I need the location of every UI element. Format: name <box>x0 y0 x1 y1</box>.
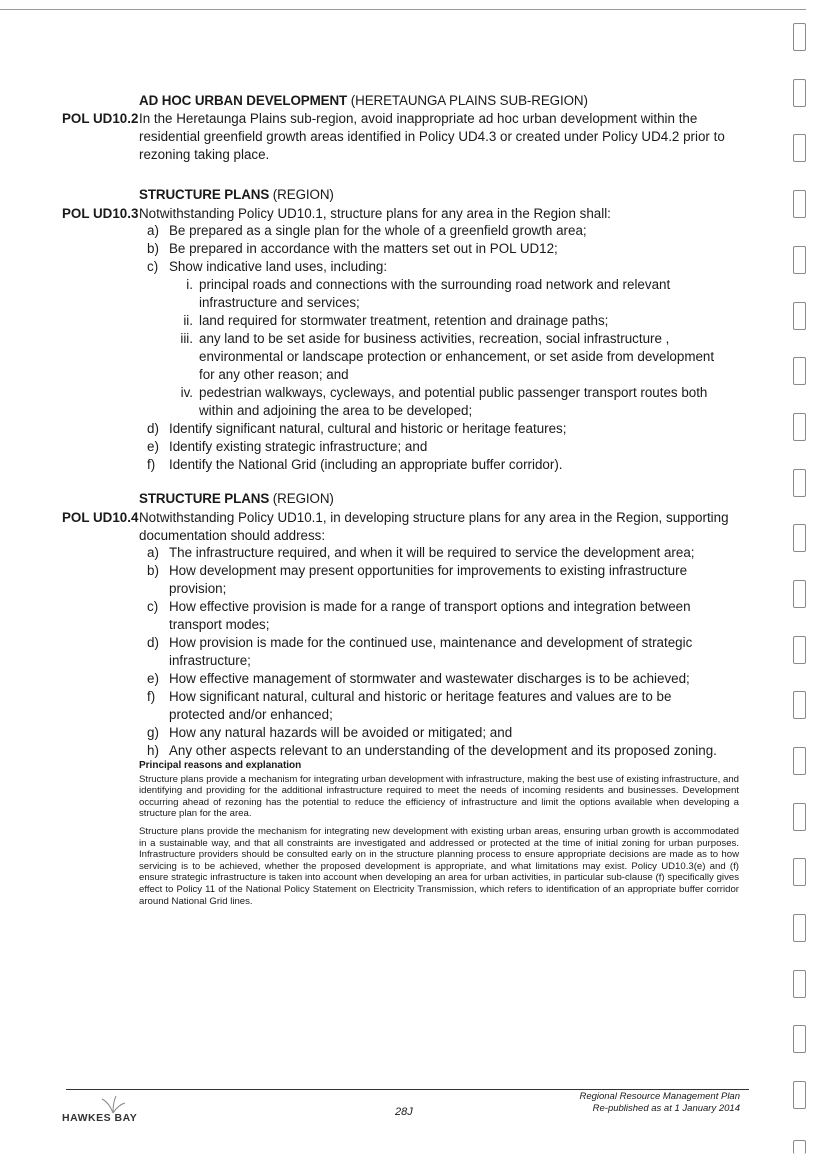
hawkes-bay-logo <box>62 1095 172 1135</box>
policy-text-ud10-2: In the Heretaunga Plains sub-region, avoid inappropriate ad hoc urban development within the residential greenfield growth areas identified in Policy UD4.3 or created under Policy UD4.2 prior to rezoning taking place. <box>139 111 725 162</box>
page-number: 28J <box>395 1106 413 1118</box>
sublist-item: i. principal roads and connections with the surrounding road network and relevant infrastructure and services; <box>186 277 671 310</box>
binder-hole <box>793 1081 806 1109</box>
footer-right <box>520 1091 740 1114</box>
binder-hole <box>793 636 806 664</box>
footer-rule <box>66 1089 749 1090</box>
binder-hole <box>793 302 806 330</box>
principal-reasons <box>139 760 739 913</box>
reasons-paragraph: Structure plans provide the mechanism for integrating new development with existing urban areas, ensuring urban growth is accommodated in a sustainable way, and that all constraints are investigated and addressed or protected at the time of initial zoning for urban purposes. Infrastructure providers should be consulted early on in the structure planning process to ensure appropriate decisions are made as to how servicing is to be achieved, whether the proposed development is appropriate, and what limitations may exist. Policy UD10.3(e) and (f) ensure strategic infrastructure is taken into account when developing an area for urban activities, in particular sub-clause (f) specifically gives effect to Policy 11 of the National Policy Statement on Electricity Transmission, which refers to identification of an appropriate buffer corridor around National Grid lines. <box>139 825 739 907</box>
binder-hole <box>793 970 806 998</box>
reasons-title: Principal reasons and explanation <box>139 760 302 771</box>
binder-hole <box>793 190 806 218</box>
list-item: e) How effective management of stormwater and wastewater discharges is to be achieved; <box>147 671 690 686</box>
republished-date: Re-published as at 1 January 2014 <box>592 1102 740 1114</box>
list-item: d) How provision is made for the continued use, maintenance and development of strategic infrastructure; <box>147 635 693 668</box>
list-item: c) Show indicative land uses, including: i. principal roads and connections with the surrounding road network and relevant infrastructure and services; ii. land required for stormwater treatment, retention and drainage paths; iii. any land to be set aside for business activities, recreation, social infrastructure , environmental or landscape protection or enhancement, or set aside from development for any other reason; and iv. pedestrian walkways, cycleways, and potential public passenger transport routes both within and adjoining the area to be developed; <box>145 258 725 420</box>
binder-hole <box>793 803 806 831</box>
section-heading-structure-plans: STRUCTURE PLANS (REGION) <box>139 187 334 202</box>
binder-hole <box>793 246 806 274</box>
binder-hole <box>793 524 806 552</box>
list-item: c) How effective provision is made for a range of transport options and integration between transport modes; <box>147 599 691 632</box>
top-rule <box>0 9 806 10</box>
binder-hole <box>793 413 806 441</box>
list-item: b) Be prepared in accordance with the matters set out in POL UD12; <box>147 241 558 256</box>
sublist-ud10-3 <box>169 276 725 420</box>
list-item: g) How any natural hazards will be avoided or mitigated; and <box>147 725 513 740</box>
binder-hole <box>793 691 806 719</box>
policy-id-ud10-4: POL UD10.4 <box>62 510 139 525</box>
binder-hole <box>793 357 806 385</box>
policy-intro-ud10-4: Notwithstanding Policy UD10.1, in developing structure plans for any area in the Region, supporting documentation should address: <box>139 510 729 543</box>
list-item: b) How development may present opportunities for improvements to existing infrastructure provision; <box>147 563 688 596</box>
section-heading-ad-hoc: AD HOC URBAN DEVELOPMENT (HERETAUNGA PLAINS SUB-REGION) <box>139 93 588 108</box>
binder-hole <box>793 580 806 608</box>
section-heading-structure-plans-2: STRUCTURE PLANS (REGION) <box>139 491 334 506</box>
list-item: a) Be prepared as a single plan for the whole of a greenfield growth area; <box>147 223 587 238</box>
logo-text: HAWKES BAY <box>62 1112 138 1124</box>
binder-hole <box>793 1025 806 1053</box>
binder-hole <box>793 747 806 775</box>
sublist-item: iv. pedestrian walkways, cycleways, and potential public passenger transport routes both within and adjoining the area to be developed; <box>180 385 708 418</box>
list-item: f) How significant natural, cultural and historic or heritage features and values are to be protected and/or enhanced; <box>147 689 672 722</box>
list-item: f) Identify the National Grid (including an appropriate buffer corridor). <box>147 457 563 472</box>
sublist-item: iii. any land to be set aside for business activities, recreation, social infrastructure , environmental or landscape protection or enhancement, or set aside from development for any other reason; and <box>180 331 715 382</box>
binder-hole <box>793 469 806 497</box>
binder-hole <box>793 1140 806 1154</box>
policy-intro-ud10-3: Notwithstanding Policy UD10.1, structure plans for any area in the Region shall: <box>139 206 611 221</box>
list-ud10-4 <box>145 544 725 760</box>
plan-title: Regional Resource Management Plan <box>579 1091 740 1102</box>
list-item: h) Any other aspects relevant to an understanding of the development and its proposed zoning. <box>147 743 717 758</box>
binder-hole <box>793 134 806 162</box>
policy-id-ud10-2: POL UD10.2 <box>62 111 139 126</box>
list-ud10-3 <box>145 222 725 474</box>
binder-hole <box>793 858 806 886</box>
binder-hole <box>793 23 806 51</box>
list-item: d) Identify significant natural, cultural and historic or heritage features; <box>147 421 567 436</box>
binder-hole <box>793 79 806 107</box>
list-item: e) Identify existing strategic infrastructure; and <box>147 439 428 454</box>
binder-hole <box>793 914 806 942</box>
reasons-paragraph: Structure plans provide a mechanism for integrating urban development with infrastructure, making the best use of existing infrastructure, and identifying and providing for the additional infrastructure required to meet the needs of incoming residents and businesses. Development occurring ahead of rezoning has the potential to reduce the efficiency of infrastructure and limit the options available when developing a structure plan for the area. <box>139 773 739 820</box>
policy-id-ud10-3: POL UD10.3 <box>62 206 139 221</box>
sublist-item: ii. land required for stormwater treatment, retention and drainage paths; <box>183 313 609 328</box>
list-item: a) The infrastructure required, and when it will be required to service the development area; <box>147 545 695 560</box>
